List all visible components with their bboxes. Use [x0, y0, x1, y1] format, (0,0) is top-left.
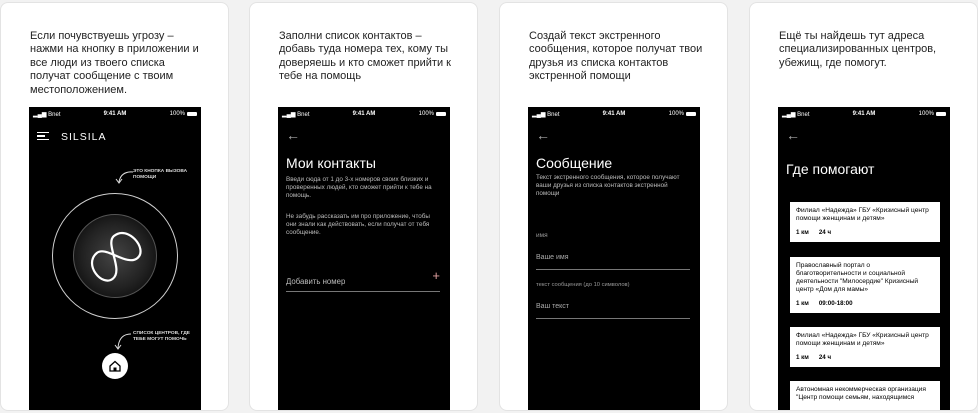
phone-screen [778, 107, 950, 411]
status-time: 9:41 AM [852, 111, 876, 117]
message-label: текст сообщения (до 10 символов) [536, 282, 630, 288]
help-button[interactable] [73, 214, 157, 298]
screenshot-card-3 [499, 2, 728, 411]
battery-percent: 100% [169, 111, 185, 117]
place-meta: 1 км 24 ч [796, 229, 832, 236]
add-number-button[interactable] [286, 268, 440, 286]
place-name: Филиал «Надежда» ГБУ «Кризисный центр помощи женщинам и детям» [796, 207, 929, 222]
battery-percent: 100% [418, 111, 434, 117]
description-reminder: Не забудь рассказать им про приложение, чтобы они знали как действовать, если получат от тебя сообщение. [286, 213, 430, 236]
phone-screen [528, 107, 700, 411]
message-underline [536, 318, 690, 319]
screenshot-card-2 [249, 2, 478, 411]
place-meta: 1 км 09:00-18:00 [796, 300, 853, 307]
carrier: ▂▄▆ Bnet [33, 112, 61, 118]
status-time: 9:41 AM [103, 111, 127, 117]
page-title: Сообщение [536, 155, 613, 171]
infinity-logo-icon [73, 214, 157, 298]
add-number-label: Добавить номер [286, 277, 346, 286]
hint-centers: СПИСОК ЦЕНТРОВ, ГДЕ ТЕБЕ МОГУТ ПОМОЧЬ [133, 331, 191, 342]
status-time: 9:41 AM [602, 111, 626, 117]
battery-icon [187, 112, 197, 116]
phone-screen [29, 107, 201, 411]
place-meta: 1 км 24 ч [796, 354, 832, 361]
place-name: Автономная некоммерческая организация "Центр помощи семьям, находящимся [796, 386, 926, 401]
list-item[interactable] [790, 202, 940, 242]
battery-percent: 100% [918, 111, 934, 117]
status-bar [29, 107, 201, 121]
caption: Если почувствуешь угрозу – нажми на кнопку в приложении и все люди из твоего списка получат сообщение с твоим местоположением. [30, 30, 199, 96]
battery-icon [936, 112, 946, 116]
centers-button[interactable] [102, 353, 128, 379]
list-item[interactable] [790, 381, 940, 411]
hint-help-button: ЭТО КНОПКА ВЫЗОВА ПОМОЩИ [133, 169, 188, 180]
description: Текст экстренного сообщения, которое получают ваши друзья из списка контактов экстренной помощи [536, 174, 680, 197]
battery-icon [686, 112, 696, 116]
place-name: Филиал «Надежда» ГБУ «Кризисный центр помощи женщинам и детям» [796, 332, 929, 347]
caption: Создай текст экстренного сообщения, которое получат твои друзья из списка контактов экстренной помощи [529, 30, 703, 83]
back-arrow-icon[interactable]: ← [286, 127, 300, 143]
phone-screen [278, 107, 450, 411]
caption: Заполни список контактов – добавь туда номера тех, кому ты доверяешь и кто сможет прийти к тебе на помощь [279, 30, 451, 83]
status-bar [278, 107, 450, 121]
carrier: ▂▄▆ Bnet [782, 112, 810, 118]
page-title: Где помогают [786, 161, 875, 177]
screenshot-card-4 [749, 2, 978, 411]
battery-percent: 100% [668, 111, 684, 117]
status-bar [778, 107, 950, 121]
plus-icon: + [432, 268, 440, 283]
status-time: 9:41 AM [352, 111, 376, 117]
arrow-icon [113, 331, 133, 351]
page-title: Мои контакты [286, 155, 376, 171]
list-item[interactable] [790, 327, 940, 367]
name-input[interactable]: Ваше имя [536, 254, 569, 261]
house-icon [102, 353, 128, 379]
screenshot-card-1 [0, 2, 229, 411]
carrier: ▂▄▆ Bnet [282, 112, 310, 118]
description: Введи сюда от 1 до 3-х номеров своих близких и проверенных людей, кто сможет прийти к тебе на помощь. [286, 176, 432, 199]
status-bar [528, 107, 700, 121]
carrier: ▂▄▆ Bnet [532, 112, 560, 118]
back-arrow-icon[interactable]: ← [536, 127, 550, 143]
name-label: имя [536, 232, 548, 239]
divider [286, 291, 440, 292]
list-item[interactable] [790, 257, 940, 313]
battery-icon [436, 112, 446, 116]
message-input[interactable]: Ваш текст [536, 303, 569, 310]
place-name: Православный портал о благотворительности и социальной деятельности "Милосердие" Кризисный центр «Дом для мамы» [796, 262, 919, 293]
back-arrow-icon[interactable]: ← [786, 127, 800, 143]
menu-icon[interactable] [37, 132, 49, 140]
app-logo: SILSILA [61, 131, 107, 143]
arrow-icon [115, 169, 135, 185]
caption: Ещё ты найдешь тут адреса специализированных центров, убежищ, где помогут. [779, 30, 937, 69]
name-underline [536, 269, 690, 270]
